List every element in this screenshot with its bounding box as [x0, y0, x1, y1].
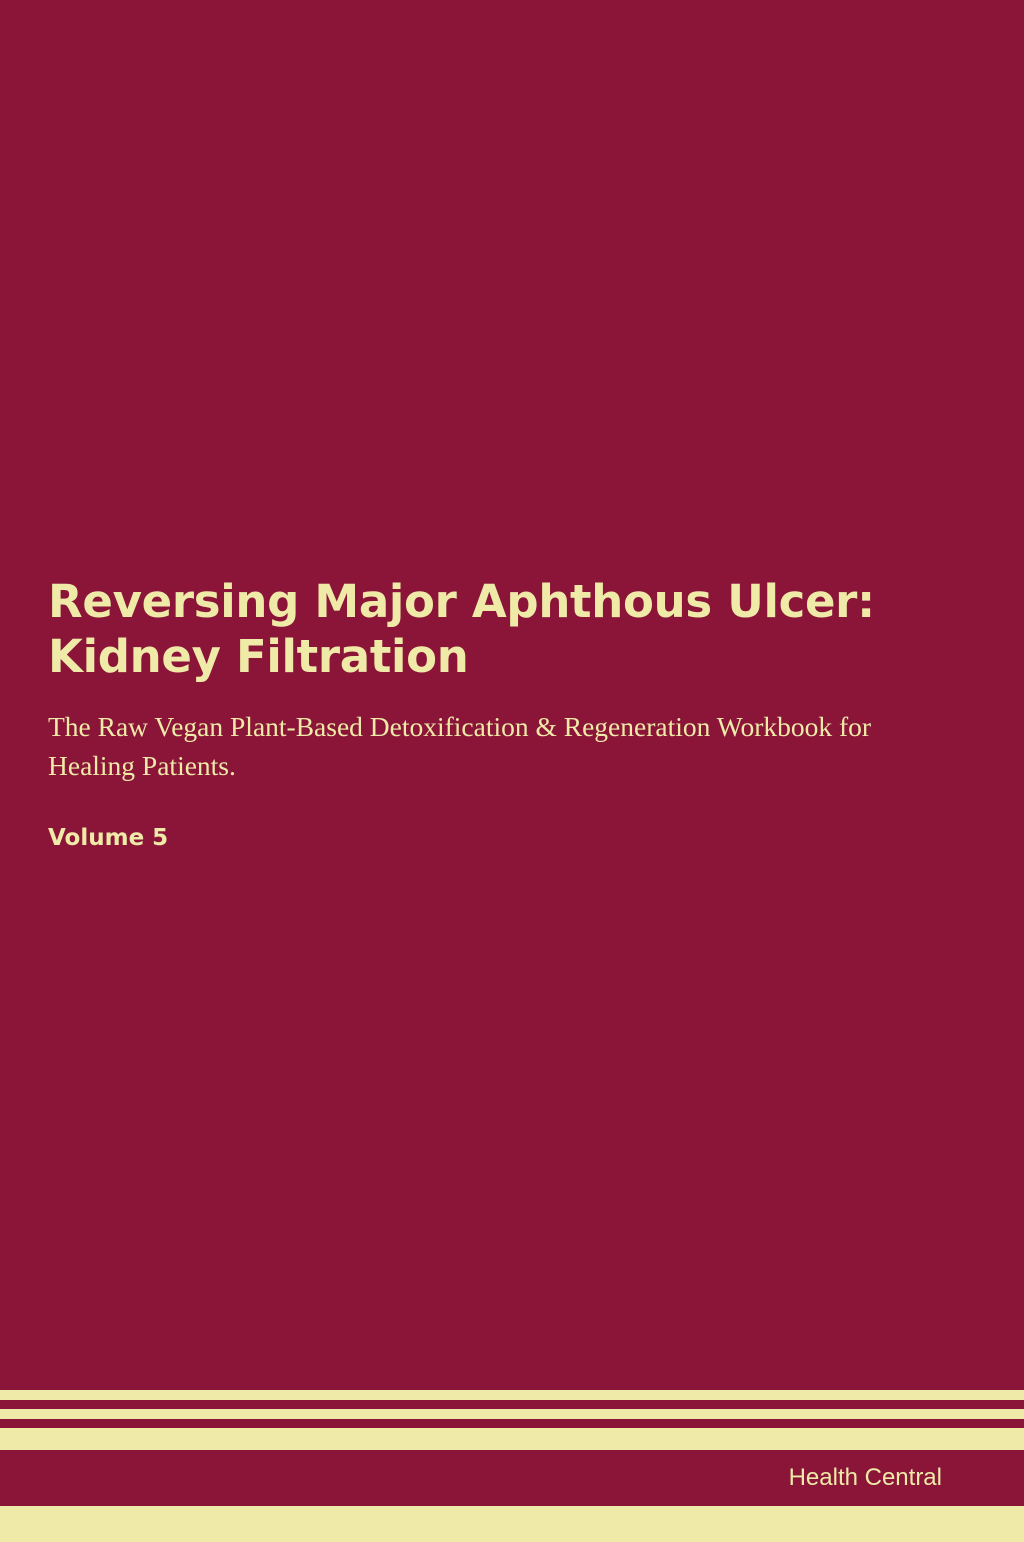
publisher-label: Health Central — [788, 1464, 942, 1491]
page-title: Reversing Major Aphthous Ulcer: Kidney Filtration — [48, 575, 875, 683]
stripe-cream-4 — [0, 1506, 1024, 1542]
stripe-cream-2 — [0, 1409, 1024, 1419]
title-block — [48, 575, 948, 851]
publisher-band — [0, 1450, 1024, 1506]
stripe-cream-1 — [0, 1390, 1024, 1400]
bottom-stripes — [0, 1390, 1024, 1542]
subtitle: The Raw Vegan Plant-Based Detoxification & Regeneration Workbook for Healing Patients. — [48, 710, 872, 781]
stripe-maroon-1 — [0, 1400, 1024, 1409]
stripe-maroon-2 — [0, 1419, 1024, 1428]
volume-label: Volume 5 — [48, 824, 169, 851]
stripe-cream-3 — [0, 1428, 1024, 1450]
